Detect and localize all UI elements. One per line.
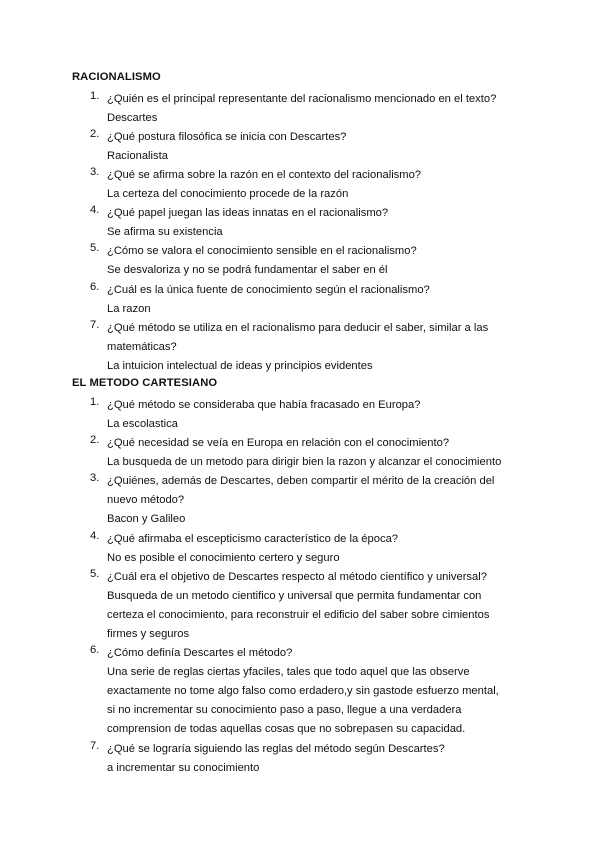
section-heading: RACIONALISMO bbox=[72, 71, 161, 83]
question-text: ¿Qué necesidad se veía en Europa en relación con el conocimiento? bbox=[107, 437, 450, 449]
question-text: ¿Cuál es la única fuente de conocimiento según el racionalismo? bbox=[107, 284, 430, 296]
item-number: 5. bbox=[90, 242, 100, 254]
question-text: ¿Qué se lograría siguiendo las reglas del método según Descartes? bbox=[107, 743, 445, 755]
question-text: ¿Qué afirmaba el escepticismo característico de la época? bbox=[107, 533, 399, 545]
item-number: 3. bbox=[90, 166, 100, 178]
item-number: 4. bbox=[90, 204, 100, 216]
answer-text: Se desvaloriza y no se podrá fundamentar el saber en él bbox=[107, 264, 388, 276]
item-number: 6. bbox=[90, 281, 100, 293]
question-text: ¿Quién es el principal representante del racionalismo mencionado en el texto? bbox=[107, 93, 497, 105]
item-number: 4. bbox=[90, 530, 100, 542]
question-text: ¿Quiénes, además de Descartes, deben compartir el mérito de la creación del nuevo método? bbox=[107, 475, 495, 506]
answer-text: Busqueda de un metodo cientifico y universal que permita fundamentar con certeza el conocimiento, para reconstruir el edificio del saber sobre cimientos firmes y seguros bbox=[107, 590, 490, 640]
answer-text: La intuicion intelectual de ideas y principios evidentes bbox=[107, 360, 373, 372]
item-number: 5. bbox=[90, 568, 100, 580]
item-number: 3. bbox=[90, 472, 100, 484]
answer-text: a incrementar su conocimiento bbox=[107, 762, 260, 774]
question-text: ¿Qué se afirma sobre la razón en el contexto del racionalismo? bbox=[107, 169, 422, 181]
question-text: ¿Cómo definía Descartes el método? bbox=[107, 647, 293, 659]
item-number: 7. bbox=[90, 319, 100, 331]
answer-text: No es posible el conocimiento certero y seguro bbox=[107, 552, 340, 564]
answer-text: Una serie de reglas ciertas yfaciles, tales que todo aquel que las observe exactamente no tome algo falso como erdadero,y sin gastode esfuerzo mental, si no incrementar su conocimiento paso a paso, llegue a una verdadera comprension de todas aquellas cosas que no sobrepasen su capacidad. bbox=[107, 666, 499, 735]
answer-text: Descartes bbox=[107, 112, 158, 124]
answer-text: La busqueda de un metodo para dirigir bien la razon y alcanzar el conocimiento bbox=[107, 456, 502, 468]
question-text: ¿Qué método se utiliza en el racionalismo para deducir el saber, similar a las matemáticas? bbox=[107, 322, 489, 353]
question-text: ¿Cuál era el objetivo de Descartes respecto al método científico y universal? bbox=[107, 571, 487, 583]
item-number: 1. bbox=[90, 90, 100, 102]
answer-text: La certeza del conocimiento procede de la razón bbox=[107, 188, 349, 200]
answer-text: Bacon y Galileo bbox=[107, 513, 186, 525]
item-number: 2. bbox=[90, 128, 100, 140]
section-heading: EL METODO CARTESIANO bbox=[72, 377, 218, 389]
item-number: 7. bbox=[90, 740, 100, 752]
item-number: 1. bbox=[90, 396, 100, 408]
question-text: ¿Qué método se consideraba que había fracasado en Europa? bbox=[107, 399, 421, 411]
item-number: 6. bbox=[90, 644, 100, 656]
question-text: ¿Qué postura filosófica se inicia con Descartes? bbox=[107, 131, 347, 143]
question-text: ¿Cómo se valora el conocimiento sensible en el racionalismo? bbox=[107, 245, 417, 257]
answer-text: Se afirma su existencia bbox=[107, 226, 223, 238]
answer-text: La razon bbox=[107, 303, 151, 315]
item-number: 2. bbox=[90, 434, 100, 446]
answer-text: Racionalista bbox=[107, 150, 168, 162]
question-text: ¿Qué papel juegan las ideas innatas en el racionalismo? bbox=[107, 207, 389, 219]
answer-text: La escolastica bbox=[107, 418, 178, 430]
